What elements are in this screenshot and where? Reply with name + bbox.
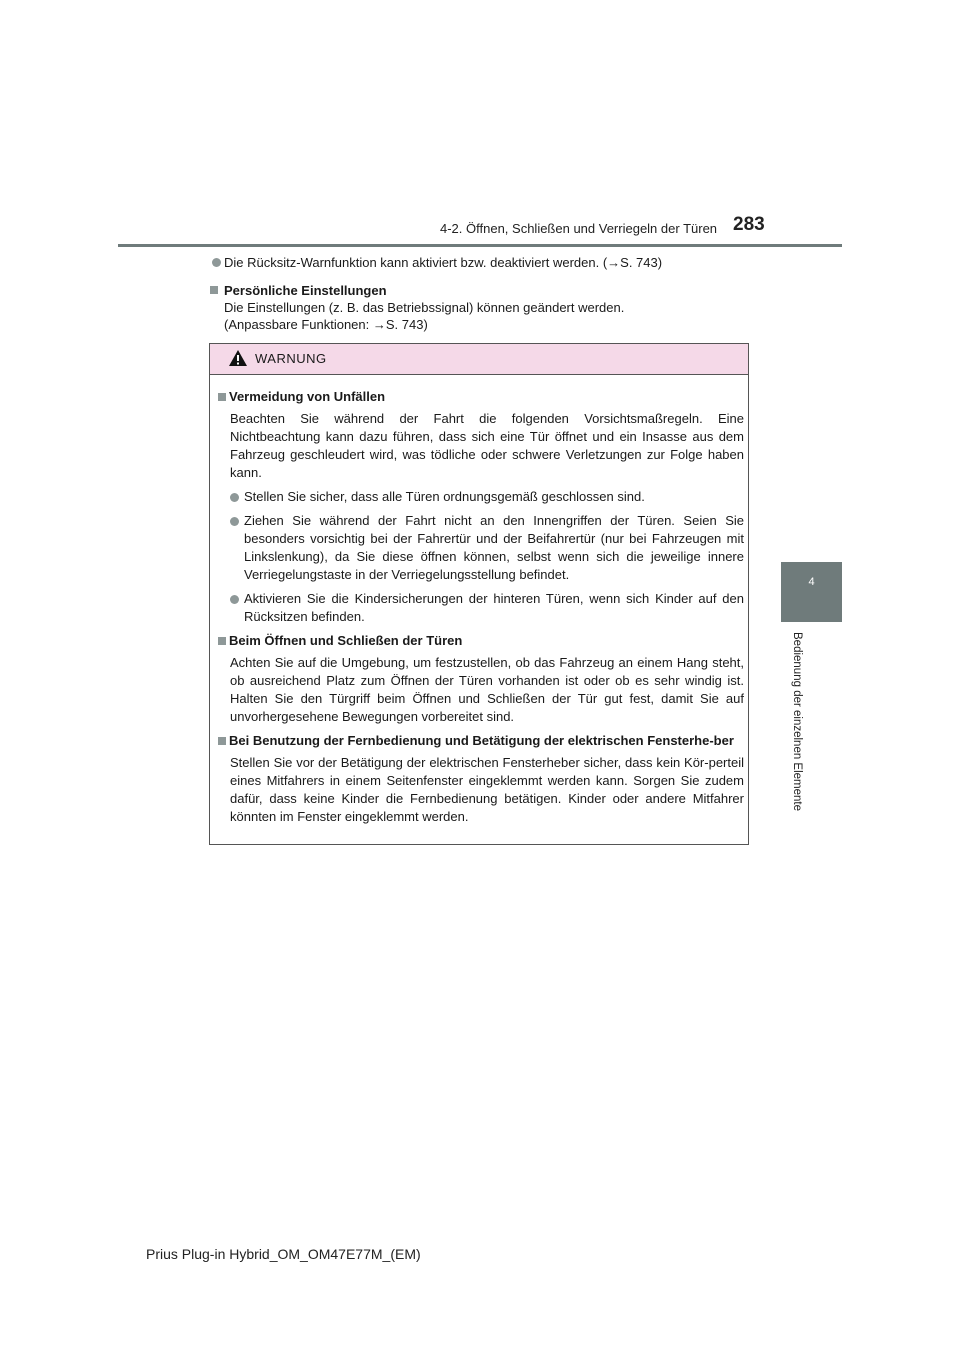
warning-section-heading	[218, 632, 744, 650]
warning-section-heading-text: Beim Öffnen und Schließen der Türen	[229, 633, 463, 648]
list-item-text: Aktivieren Sie die Kindersicherungen der hinteren Türen, wenn sich Kinder auf den Rücksitzen befinden.	[244, 591, 744, 624]
bullet-dot-icon	[230, 595, 239, 604]
warning-section-heading-text: Bei Benutzung der Fernbedienung und Betätigung der elektrischen Fensterhe-ber	[229, 733, 734, 748]
section-body-line: Die Einstellungen (z. B. das Betriebssignal) können geändert werden.	[224, 300, 625, 315]
section-heading	[210, 282, 755, 299]
warning-section-body: Stellen Sie vor der Betätigung der elektrischen Fensterheber sicher, dass kein Kör-perteil eines Mitfahrers in einem Seitenfenster eingeklemmt werden kann. Sorgen Sie zudem dafür, dass keine Kinder die Fernbedienung betätigen. Kinder oder andere Mitfahrer könnten im Fenster eingeklemmt werden.	[230, 755, 744, 824]
section-title: 4-2. Öffnen, Schließen und Verriegeln der Türen	[440, 221, 718, 236]
page-number: 283	[733, 214, 765, 235]
bullet-square-icon	[218, 393, 226, 401]
bullet-dot-icon	[212, 258, 221, 267]
bullet-dot-icon	[230, 517, 239, 526]
warning-box	[209, 343, 749, 845]
list-item-text: Ziehen Sie während der Fahrt nicht an den Innengriffen der Türen. Seien Sie besonders vorsichtig bei der Fahrertür und der Beifahrertür (nur bei Fahrzeugen mit Linkslenkung), da Sie diese öffnen können, selbst wenn sich die jeweilige innere Verriegelungstaste in der Verriegelungsstellung befindet.	[244, 513, 744, 582]
warning-content	[218, 388, 744, 832]
warning-section-heading-text: Vermeidung von Unfällen	[229, 389, 386, 404]
warning-header	[210, 344, 748, 375]
list-item	[218, 512, 744, 584]
warning-section-heading	[218, 388, 744, 406]
chapter-number: 4	[808, 576, 815, 588]
section-heading-text: Persönliche Einstellungen	[224, 283, 387, 298]
bullet-square-icon	[218, 737, 226, 745]
warning-section-heading	[218, 732, 744, 750]
intro-content	[210, 254, 755, 333]
warning-section-body: Achten Sie auf die Umgebung, um festzustellen, ob das Fahrzeug an einem Hang steht, ob ausreichend Platz zum Öffnen der Türen vorhanden ist oder ob es sehr windig ist. Halten Sie den Türgriff beim Öffnen und Schließen der Tür gut fest, damit Sie auf unvorhergesehene Bewegungen vorbereitet sind.	[230, 655, 744, 724]
warning-triangle-icon	[228, 349, 248, 372]
warning-section-body: Beachten Sie während der Fahrt die folgenden Vorsichtsmaßregeln. Eine Nichtbeachtung kann dazu führen, dass sich eine Tür öffnet und ein Insasse aus dem Fahrzeug geschleudert wird, was tödliche oder schwere Verletzungen zur Folge haben kann.	[230, 411, 744, 480]
list-item-text: Die Rücksitz-Warnfunktion kann aktiviert bzw. deaktiviert werden. (→S. 743)	[224, 255, 663, 270]
bullet-dot-icon	[230, 493, 239, 502]
list-item	[210, 254, 755, 271]
chapter-tab	[781, 562, 842, 622]
list-item	[218, 488, 744, 506]
header-rule	[118, 244, 842, 247]
warning-label: WARNUNG	[255, 351, 327, 366]
chapter-label: Bedienung der einzelnen Elemente	[791, 632, 803, 812]
list-item-text: Stellen Sie sicher, dass alle Türen ordnungsgemäß geschlossen sind.	[244, 489, 645, 504]
bullet-square-icon	[218, 637, 226, 645]
list-item	[218, 590, 744, 626]
section-body-line: (Anpassbare Funktionen: →S. 743)	[224, 317, 428, 332]
bullet-square-icon	[210, 286, 218, 294]
footer-text: Prius Plug-in Hybrid_OM_OM47E77M_(EM)	[146, 1246, 421, 1262]
